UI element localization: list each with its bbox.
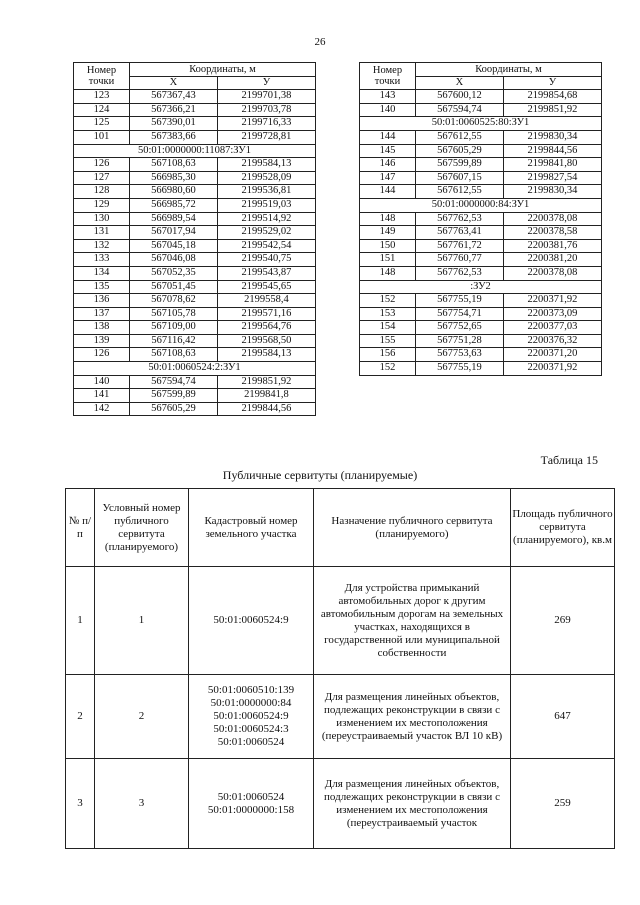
table-row — [360, 307, 602, 321]
table-row — [360, 90, 602, 104]
point-number: 127 — [74, 171, 130, 185]
table-row — [360, 103, 602, 117]
table-row — [74, 266, 316, 280]
point-number: 152 — [360, 294, 416, 308]
table-row — [360, 334, 602, 348]
parcel-label-row — [360, 117, 602, 131]
cadastral-number: 50:01:0060524:9 — [213, 614, 289, 626]
coord-x: 567607,15 — [416, 171, 504, 185]
point-number: 144 — [360, 130, 416, 144]
point-number: 148 — [360, 266, 416, 280]
area: 259 — [511, 759, 615, 849]
point-number: 146 — [360, 158, 416, 172]
table-row — [74, 171, 316, 185]
coord-x: 566985,72 — [130, 198, 218, 212]
point-number: 140 — [360, 103, 416, 117]
cadastral-numbers — [189, 675, 314, 759]
point-number: 149 — [360, 226, 416, 240]
point-number: 142 — [74, 402, 130, 416]
coord-y: 2199536,81 — [217, 185, 315, 199]
header-y: У — [217, 76, 315, 90]
cadastral-number: 50:01:0060524:3 — [213, 723, 289, 735]
coord-x: 567605,29 — [130, 402, 218, 416]
point-number: 124 — [74, 103, 130, 117]
table-row — [74, 280, 316, 294]
parcel-label-row — [360, 198, 602, 212]
coord-y: 2200376,32 — [503, 334, 601, 348]
table-row — [74, 375, 316, 389]
coord-x: 566980,60 — [130, 185, 218, 199]
point-number: 145 — [360, 144, 416, 158]
coord-x: 567762,53 — [416, 266, 504, 280]
row-number: 3 — [66, 759, 95, 849]
parcel-label: 50:01:0060524:2:ЗУ1 — [74, 362, 316, 376]
coord-x: 567600,12 — [416, 90, 504, 104]
parcel-label-row — [74, 144, 316, 158]
header-conditional-number: Условный номер публичного сервитута (планируемого) — [95, 489, 189, 567]
coord-x: 567052,35 — [130, 266, 218, 280]
area: 647 — [511, 675, 615, 759]
table-row — [360, 266, 602, 280]
coord-x: 567753,63 — [416, 348, 504, 362]
table-row — [74, 130, 316, 144]
point-number: 140 — [74, 375, 130, 389]
coord-x: 567108,63 — [130, 348, 218, 362]
coord-x: 567594,74 — [416, 103, 504, 117]
coord-y: 2199728,81 — [217, 130, 315, 144]
table-row — [360, 130, 602, 144]
point-number: 151 — [360, 253, 416, 267]
coord-x: 567108,63 — [130, 158, 218, 172]
table-row — [74, 253, 316, 267]
table-row — [360, 158, 602, 172]
table-row — [74, 402, 316, 416]
coord-x: 567045,18 — [130, 239, 218, 253]
point-number: 133 — [74, 253, 130, 267]
cadastral-number: 50:01:0060524 — [217, 790, 285, 803]
purpose: Для устройства примыканий автомобильных дорог к другим автомобильным дорогам на земельных участках, находящихся в государственной или муниципальной собственности — [314, 567, 511, 675]
table-title: Публичные сервитуты (планируемые) — [222, 468, 418, 482]
row-number: 2 — [66, 675, 95, 759]
coord-y: 2199851,92 — [503, 103, 601, 117]
coord-y: 2200378,08 — [503, 266, 601, 280]
coord-x: 567762,53 — [416, 212, 504, 226]
table-row — [74, 348, 316, 362]
coord-x: 567116,42 — [130, 334, 218, 348]
header-point-number: Номер точки — [74, 63, 130, 90]
parcel-label: 50:01:0060525:80:ЗУ1 — [360, 117, 602, 131]
point-number: 155 — [360, 334, 416, 348]
coord-x: 567755,19 — [416, 294, 504, 308]
point-number: 134 — [74, 266, 130, 280]
cadastral-number: 50:01:0000000:84 — [210, 697, 292, 709]
point-number: 153 — [360, 307, 416, 321]
cadastral-numbers — [189, 759, 314, 849]
point-number: 152 — [360, 362, 416, 376]
table-row — [74, 103, 316, 117]
coord-x: 567605,29 — [416, 144, 504, 158]
coord-y: 2200381,76 — [503, 239, 601, 253]
table-row — [74, 117, 316, 131]
row-number: 1 — [66, 567, 95, 675]
coord-y: 2199542,54 — [217, 239, 315, 253]
conditional-number: 3 — [95, 759, 189, 849]
table-row — [74, 90, 316, 104]
coord-x: 566989,54 — [130, 212, 218, 226]
table-label: Таблица 15 — [540, 453, 598, 467]
coord-x: 567763,41 — [416, 226, 504, 240]
coord-x: 567760,77 — [416, 253, 504, 267]
header-num: № п/п — [66, 489, 95, 567]
coord-x: 567599,89 — [416, 158, 504, 172]
header-coordinates: Координаты, м — [416, 63, 602, 77]
coord-y: 2199701,38 — [217, 90, 315, 104]
table-row — [74, 321, 316, 335]
coord-x: 566985,30 — [130, 171, 218, 185]
point-number: 126 — [74, 348, 130, 362]
coord-x: 567051,45 — [130, 280, 218, 294]
coord-y: 2200371,92 — [503, 294, 601, 308]
coord-y: 2199716,33 — [217, 117, 315, 131]
point-number: 131 — [74, 226, 130, 240]
coord-y: 2200378,08 — [503, 212, 601, 226]
point-number: 147 — [360, 171, 416, 185]
coord-x: 567599,89 — [130, 389, 218, 403]
coord-y: 2199571,16 — [217, 307, 315, 321]
table-row — [74, 334, 316, 348]
coord-y: 2199827,54 — [503, 171, 601, 185]
coord-y: 2199529,02 — [217, 226, 315, 240]
parcel-label: 50:01:0000000:84:ЗУ1 — [360, 198, 602, 212]
point-number: 136 — [74, 294, 130, 308]
coord-x: 567612,55 — [416, 130, 504, 144]
point-number: 130 — [74, 212, 130, 226]
point-number: 143 — [360, 90, 416, 104]
point-number: 129 — [74, 198, 130, 212]
point-number: 141 — [74, 389, 130, 403]
header-coordinates: Координаты, м — [130, 63, 316, 77]
coord-x: 567390,01 — [130, 117, 218, 131]
cadastral-number: 50:01:0060524 — [217, 736, 285, 748]
point-number: 138 — [74, 321, 130, 335]
coord-y: 2199519,03 — [217, 198, 315, 212]
coord-y: 2199558,4 — [217, 294, 315, 308]
table-row — [66, 675, 615, 759]
point-number: 156 — [360, 348, 416, 362]
parcel-label-row — [360, 280, 602, 294]
point-number: 123 — [74, 90, 130, 104]
table-row — [360, 144, 602, 158]
coord-y: 2199841,80 — [503, 158, 601, 172]
cadastral-number: 50:01:0060510:139 — [207, 684, 295, 696]
coord-x: 567105,78 — [130, 307, 218, 321]
coord-y: 2200371,92 — [503, 362, 601, 376]
coord-y: 2199830,34 — [503, 185, 601, 199]
point-number: 144 — [360, 185, 416, 199]
coord-x: 567383,66 — [130, 130, 218, 144]
coord-y: 2199841,8 — [217, 389, 315, 403]
header-area: Площадь публичного сервитута (планируемого), кв.м — [511, 489, 615, 567]
point-number: 137 — [74, 307, 130, 321]
table-row — [360, 212, 602, 226]
coord-y: 2200377,03 — [503, 321, 601, 335]
table-row — [74, 389, 316, 403]
table-row — [360, 185, 602, 199]
coord-x: 567755,19 — [416, 362, 504, 376]
coord-y: 2199564,76 — [217, 321, 315, 335]
table-row — [360, 348, 602, 362]
point-number: 132 — [74, 239, 130, 253]
page-number: 26 — [314, 36, 326, 48]
coord-x: 567109,00 — [130, 321, 218, 335]
point-number: 154 — [360, 321, 416, 335]
table-row — [360, 321, 602, 335]
coord-x: 567078,62 — [130, 294, 218, 308]
table-row — [360, 362, 602, 376]
coord-y: 2199584,13 — [217, 158, 315, 172]
header-x: X — [416, 76, 504, 90]
point-number: 125 — [74, 117, 130, 131]
parcel-label: :ЗУ2 — [360, 280, 602, 294]
area: 269 — [511, 567, 615, 675]
coord-y: 2199584,13 — [217, 348, 315, 362]
point-number: 139 — [74, 334, 130, 348]
header-purpose: Назначение публичного сервитута (планируемого) — [314, 489, 511, 567]
coord-y: 2199545,65 — [217, 280, 315, 294]
table-row — [74, 212, 316, 226]
coord-x: 567751,28 — [416, 334, 504, 348]
header-point-number: Номер точки — [360, 63, 416, 90]
table-row — [74, 294, 316, 308]
purpose: Для размещения линейных объектов, подлежащих реконструкции в связи с изменением их местоположения (переустраиваемый участок ВЛ 10 кВ) — [314, 675, 511, 759]
header-cadastral: Кадастровый номер земельного участка — [189, 489, 314, 567]
table-row — [74, 185, 316, 199]
coordinates-table-left — [73, 62, 316, 416]
coord-y: 2200381,20 — [503, 253, 601, 267]
table-row — [360, 226, 602, 240]
coord-y: 2199528,09 — [217, 171, 315, 185]
table-row — [360, 171, 602, 185]
cadastral-numbers — [189, 567, 314, 675]
header-x: X — [130, 76, 218, 90]
coord-x: 567017,94 — [130, 226, 218, 240]
purpose: Для размещения линейных объектов, подлежащих реконструкции в связи с изменением их местоположения (переустраиваемый участок — [314, 759, 511, 849]
coord-y: 2199514,92 — [217, 212, 315, 226]
parcel-label-row — [74, 362, 316, 376]
coord-y: 2199568,50 — [217, 334, 315, 348]
coord-x: 567612,55 — [416, 185, 504, 199]
coord-y: 2200371,20 — [503, 348, 601, 362]
coord-y: 2199543,87 — [217, 266, 315, 280]
table-row — [360, 253, 602, 267]
table-row — [74, 198, 316, 212]
table-row — [66, 567, 615, 675]
coord-x: 567046,08 — [130, 253, 218, 267]
point-number: 101 — [74, 130, 130, 144]
coord-y: 2200378,58 — [503, 226, 601, 240]
point-number: 126 — [74, 158, 130, 172]
coord-y: 2199851,92 — [217, 375, 315, 389]
table-row — [360, 239, 602, 253]
table-row — [74, 307, 316, 321]
servitudes-table — [65, 488, 615, 849]
conditional-number: 1 — [95, 567, 189, 675]
coord-y: 2199830,34 — [503, 130, 601, 144]
header-y: У — [503, 76, 601, 90]
conditional-number: 2 — [95, 675, 189, 759]
point-number: 148 — [360, 212, 416, 226]
point-number: 150 — [360, 239, 416, 253]
coord-y: 2199703,78 — [217, 103, 315, 117]
table-row — [74, 226, 316, 240]
table-row — [74, 239, 316, 253]
point-number: 135 — [74, 280, 130, 294]
coord-x: 567754,71 — [416, 307, 504, 321]
table-row — [360, 294, 602, 308]
coord-y: 2199854,68 — [503, 90, 601, 104]
coord-x: 567367,43 — [130, 90, 218, 104]
coord-x: 567752,65 — [416, 321, 504, 335]
coord-x: 567761,72 — [416, 239, 504, 253]
point-number: 128 — [74, 185, 130, 199]
coord-y: 2199844,56 — [503, 144, 601, 158]
table-row — [66, 759, 615, 849]
cadastral-number: 50:01:0060524:9 — [213, 710, 289, 722]
coord-y: 2199540,75 — [217, 253, 315, 267]
cadastral-number: 50:01:0000000:158 — [207, 803, 295, 816]
coord-x: 567366,21 — [130, 103, 218, 117]
coord-y: 2200373,09 — [503, 307, 601, 321]
coordinates-table-right — [359, 62, 602, 376]
coord-x: 567594,74 — [130, 375, 218, 389]
table-row — [74, 158, 316, 172]
coord-y: 2199844,56 — [217, 402, 315, 416]
parcel-label: 50:01:0000000:11087:ЗУ1 — [74, 144, 316, 158]
